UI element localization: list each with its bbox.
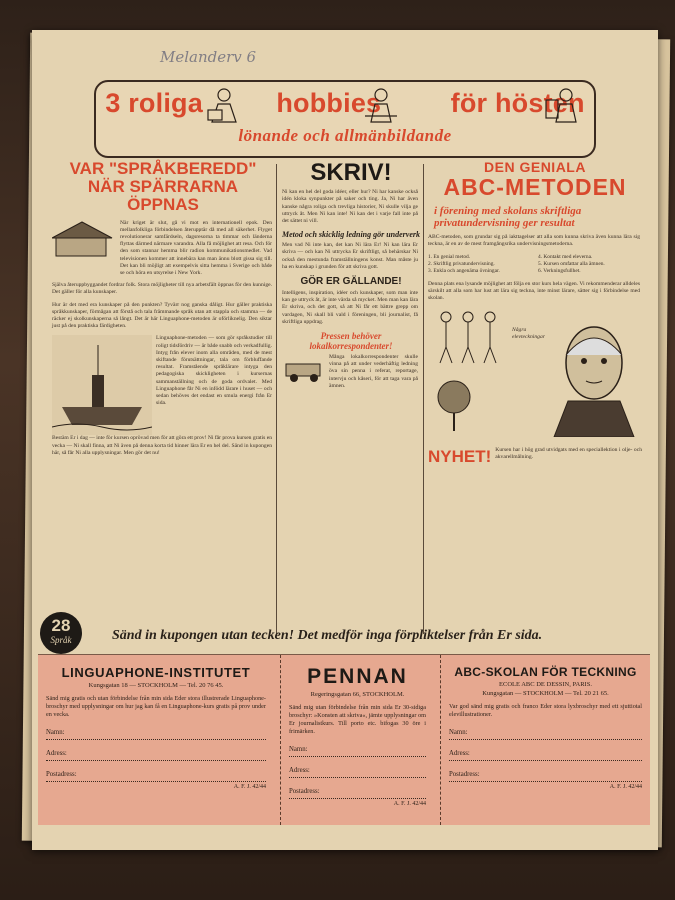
abc-list-item: 4. Kontakt med eleverna. <box>538 253 593 260</box>
ship-illustration <box>52 335 152 435</box>
coupon-name-field[interactable]: Namn: <box>46 729 266 740</box>
coupon-title: ABC-SKOLAN FÖR TECKNING <box>454 665 637 679</box>
pennan-subhead-3: Pressen behöver lokalkorrespondenter! <box>309 331 393 352</box>
linguaphone-headline-2: NÄR SPÄRRARNA ÖPPNAS <box>87 176 239 214</box>
coupon-code: A. F. J. 42/44 <box>393 801 426 807</box>
coupon-text: Sänd mig gratis och utan förbindelse från min sida Eder stora illustrerade Linguaphone-broschyr med upplysningar om hur jag kan få en Linguaphone-kurs gratis på prov under en vecka. <box>46 695 266 718</box>
banner-title-ending: för hösten <box>450 88 585 118</box>
coupon-address: ECOLE ABC DE DESSIN, PARIS. <box>499 681 592 688</box>
coupon-code: A. F. J. 42/44 <box>233 784 266 790</box>
abc-list-item: 2. Skriftlig privatundervisning. <box>428 260 495 267</box>
abc-headline-main: ABC-METODEN <box>443 173 627 200</box>
student-drawings <box>428 307 642 447</box>
reader-figure-icon <box>204 86 244 126</box>
linguaphone-column <box>52 160 274 462</box>
pennan-body-2: Intelligens, inspiration, idéer och kunskaper, som man inte kan ge uttryck åt, är inte värda så mycket. Men man kan lära Er skriva, och det gott, så att Ni får ett bättre grepp om vardagen, Ni skall bli vald i föreningen, bli journalist, få skriftliga uppdrag. <box>282 290 418 325</box>
nyhet-text: Kursen har i hög grad utvidgats med en speciallektion i olje- och akvarellmålning. <box>495 447 642 461</box>
soldiers-sketch-illustration <box>428 307 508 367</box>
linguaphone-coupon[interactable] <box>38 655 274 825</box>
pennan-body-1: Men vad Ni inte kan, det kan Ni lära Er! Ni kan lära Er skriva — och kan Ni uttrycka Er skriftligt, så behärskar Ni också den mestunda framställningens konst. Man måste ju ha en kunskap i grunden för att skriva gott. <box>282 242 418 270</box>
abc-intro: ABC-metoden, som grundar sig på iakttagelser att alla som kunna skriva även kunna lära sig teckna, är en av de mest framgångsrika undervisningsmetoderna. <box>428 234 640 248</box>
tree-sketch-illustration <box>432 379 476 433</box>
coupon-text: Sänd mig utan förbindelse från min sida Er 30-sidiga broschyr: »Konsten att skriva«, jämte upplysningar om Er journalistkurs. Till porto etc. bifogas 30 öre i frimärken. <box>289 704 426 735</box>
pennan-column <box>282 160 420 395</box>
badge-word: Språk <box>50 635 72 645</box>
pennan-intro: Ni kan en hel del goda idéer, eller hur? Ni har kanske också idén kloka synpunkter på saker och ting. Ja, Ni har även kanske några roliga och trevliga historier, Ni skulle vilja ge uttryck åt. Men Ni kan inte! Ni kan det i varje fall inte på det sättet ni vill. <box>282 189 418 224</box>
pennan-subhead-2: GÖR ER GÄLLANDE! <box>300 276 402 288</box>
linguaphone-para-4: Linguaphone-metoden — som gör språkstudier till roligt tidsfördriv — är både snabb och verkadfullig. Intyg från elever inom alla områden, med de mest skiftande förutsättningar, tala om förbluffande resultat. Framstående språklärare intyga den pedagogiska skickligheten i kursernas sammanställning och de goda ordvalet. Med Linguaphone får Ni en infödd lärare i huset — och sedan behöves det endast en smula energi från Er sida. <box>156 335 272 407</box>
coupon-slogan: Sänd in kupongen utan tecken! Det medför inga förpliktelser från Er sida. <box>112 628 543 643</box>
coupon-strip <box>38 654 650 825</box>
badge-number: 28 <box>51 616 71 635</box>
abc-body: Denna plats ena lysande möjlighet att följa en stor kurs hela vägen. Vi rekommenderar alldeles särskilt att alla som har lust att lära sig teckna, inte minst lärare, sätter sig i förbindelse med skolan. <box>428 280 640 301</box>
coupon-name-field[interactable]: Namn: <box>289 746 426 757</box>
linguaphone-para-5: Bestäm Er i dag — inte för kursen oprövad men för att göra ett prov! Ni får prova kursen gratis en vecka — Ni skall finna, att Ni även på denna korta tid hinner lära Er en hel del. Sänd in kupongen här, så får Ni alla upplysningar. Men gör det nu! <box>52 435 272 456</box>
coupon-code: A. F. J. 42/44 <box>609 784 642 790</box>
banner-title-number: 3 roliga <box>105 88 203 118</box>
coupon-postal-field[interactable]: Postadress: <box>449 771 642 782</box>
column-rule-1 <box>276 164 277 634</box>
linguaphone-para-3: Hur är det med era kunskaper på den punkten? Tyvärr nog ganska dåligt. Hur gäller praktiska språkkunskaper, förmågan att förstå och tala främmande språk utan att stappla och stamma — de räcker ej skolkunskaperna så långt. Det är här Linguaphone-metoden är oförliknelig. Den siktar just på den praktiska färdigheten. <box>52 301 272 330</box>
portrait-sketch-illustration <box>544 317 640 437</box>
abc-list-item: 3. Enkla och angenäma övningar. <box>428 267 500 274</box>
coupon-name-field[interactable]: Namn: <box>449 729 642 740</box>
linguaphone-headline-1: VAR "SPRÅKBEREDD" <box>69 159 257 178</box>
linguaphone-para-2: Själva återuppbyggandet fordrar folk. Stora möjligheter till nya arbetsfält öppnas för den kunnige. Det gäller för alla kunskaper. <box>52 282 272 296</box>
abc-headline-top: DEN GENIALA <box>484 159 586 175</box>
abc-list-item: 1. En genial metod. <box>428 253 471 260</box>
drawing-figure-icon <box>544 86 584 126</box>
coupon-address-2: Kungsgatan — STOCKHOLM — Tel. 20 21 65. <box>482 690 609 697</box>
car-illustration <box>282 354 326 384</box>
coupon-text: Var god sänd mig gratis och franco Eder stora lyxbroschyr med ett sjuttiotal elevillustrationer. <box>449 703 642 718</box>
coupon-title: LINGUAPHONE-INSTITUTET <box>61 665 251 680</box>
abc-list-item: 5. Kursen omfattar alla ämnen. <box>538 260 605 267</box>
drawings-caption: Några elevteckningar <box>512 327 545 341</box>
abc-list-item: 6. Verkningsfullhet. <box>538 267 581 274</box>
coupon-address-field[interactable]: Adress: <box>289 767 426 778</box>
coupon-address: Kungsgatan 18 — STOCKHOLM — Tel. 20 76 45. <box>88 682 224 689</box>
farmhouse-illustration <box>52 220 116 260</box>
linguaphone-para-1: När kriget är slut, gå vi mot en internationell epok. Den mellanfolkliga förbindelsen återupptär då med all säkerhet. Flyget revolutionerar samfärdseln, dagsresorna ta timmar och länderna flyttas därmed närmare varandra. Alla få möjlighet att resa. Och för den som stannar hemma blir radion kommunikationsmedlet. Vad televisionen kommer att innebära kan man ännu blott gissa sig till. Det kan bli möjligt att exempelvis sitta hemma i Sverige och både se och höra en utsyrelse i New York. <box>120 219 272 276</box>
coupon-postal-field[interactable]: Postadress: <box>289 788 426 799</box>
coupon-address-field[interactable]: Adress: <box>449 750 642 761</box>
pennan-coupon[interactable] <box>280 655 434 825</box>
coupon-title: PENNAN <box>307 665 408 688</box>
banner-subtitle: lönande och allmänbildande <box>238 126 452 145</box>
abc-subhead: i förening med skolans skriftliga privatundervisning ger resultat <box>434 204 582 230</box>
abc-coupon[interactable] <box>440 655 650 825</box>
writer-figure-icon <box>361 86 401 126</box>
column-rule-2 <box>423 164 424 634</box>
magazine-page <box>32 30 658 850</box>
coupon-address-field[interactable]: Adress: <box>46 750 266 761</box>
handwritten-note: Melanderv 6 <box>160 48 257 66</box>
coupon-postal-field[interactable]: Postadress: <box>46 771 266 782</box>
pennan-body-3: Många lokalkorrespondenter skulle vinna på att under vederhäftig ledning öva sin penna i referat, reportage, intervju och kåseri, för att taga vara på ämnen. <box>329 354 418 389</box>
banner-title-word: hobbies <box>276 88 382 118</box>
pennan-subhead-1: Metod och skicklig ledning gör underverk <box>282 230 421 240</box>
banner-title <box>96 88 594 119</box>
abc-column <box>428 160 642 467</box>
nyhet-label: NYHET! <box>428 447 492 467</box>
pennan-headline: SKRIV! <box>310 159 392 186</box>
coupon-address: Regeringsgatan 66, STOCKHOLM. <box>310 691 405 698</box>
languages-badge <box>40 612 82 654</box>
hobbies-banner <box>94 80 596 158</box>
abc-checklist <box>428 254 642 275</box>
